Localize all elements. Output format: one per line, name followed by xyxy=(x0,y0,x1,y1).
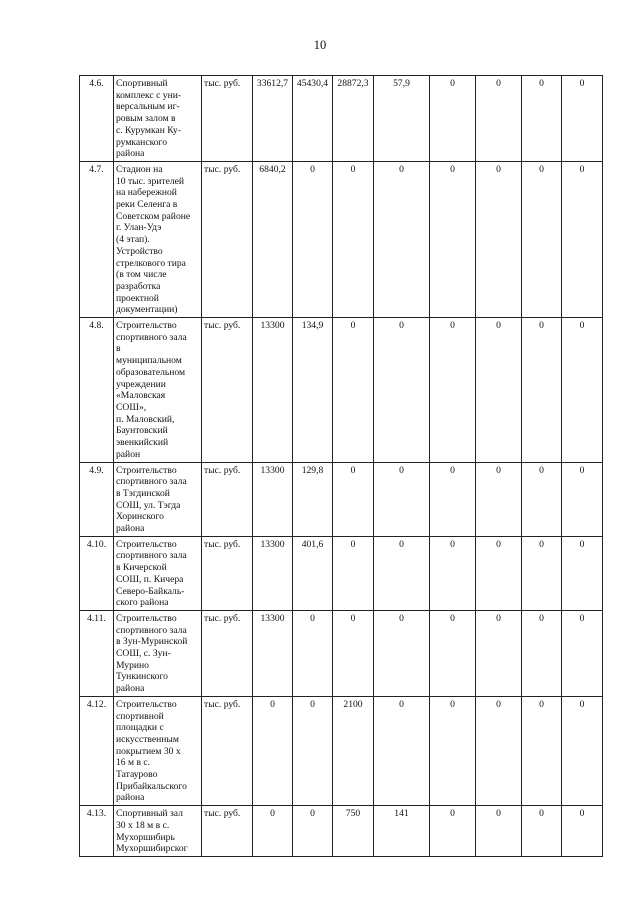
object-name-cell xyxy=(114,610,202,696)
value-cell: 0 xyxy=(374,161,430,317)
value-cell: 0 xyxy=(374,462,430,536)
value-cell: 0 xyxy=(293,610,333,696)
object-name-line: СОШ, ул. Тэгда xyxy=(116,499,181,511)
table-row xyxy=(80,696,603,805)
object-name-line: площадки с xyxy=(116,722,164,734)
value-cell: 0 xyxy=(476,76,522,162)
unit-cell: тыс. руб. xyxy=(202,76,253,162)
value-cell: 0 xyxy=(293,696,333,805)
value-cell: 2100 xyxy=(333,696,374,805)
object-name-line: района xyxy=(116,683,145,695)
object-name-line: района xyxy=(116,523,145,535)
value-cell: 0 xyxy=(430,76,476,162)
value-cell: 0 xyxy=(476,462,522,536)
object-name-line: разработка xyxy=(116,280,161,292)
object-name-line: 16 м в с. xyxy=(116,757,151,769)
unit-cell: тыс. руб. xyxy=(202,161,253,317)
object-name-line: спортивного зала xyxy=(116,331,187,343)
value-cell: 0 xyxy=(522,76,562,162)
page-number: 10 xyxy=(313,38,327,52)
value-cell: 0 xyxy=(476,610,522,696)
object-name-line: ровым залом в xyxy=(116,113,176,125)
value-cell: 0 xyxy=(293,161,333,317)
object-name-line: в Кичерской xyxy=(116,562,167,574)
table-body xyxy=(80,76,603,857)
row-number: 4.9. xyxy=(80,462,114,536)
object-name-line: Строительство xyxy=(116,538,177,550)
value-cell: 0 xyxy=(522,462,562,536)
value-cell: 0 xyxy=(562,161,603,317)
unit-cell: тыс. руб. xyxy=(202,462,253,536)
value-cell: 134,9 xyxy=(293,318,333,462)
object-name-line: документации) xyxy=(116,304,178,316)
value-cell: 0 xyxy=(374,610,430,696)
table-row xyxy=(80,462,603,536)
object-name-line: Строительство xyxy=(116,698,177,710)
object-name-line: Мухоршибирског xyxy=(116,843,188,855)
value-cell: 0 xyxy=(374,536,430,610)
object-name-line: Баунтовский xyxy=(116,425,168,437)
row-number: 4.12. xyxy=(80,696,114,805)
object-name-line: Стадион на xyxy=(116,163,163,175)
value-cell: 0 xyxy=(476,806,522,857)
object-name-line: в xyxy=(116,343,121,355)
object-name-line: с. Курумкан Ку- xyxy=(116,124,181,136)
value-cell: 0 xyxy=(476,318,522,462)
value-cell: 13300 xyxy=(253,318,293,462)
value-cell: 45430,4 xyxy=(293,76,333,162)
value-cell: 0 xyxy=(333,536,374,610)
object-name-line: СОШ, п. Кичера xyxy=(116,573,184,585)
value-cell: 0 xyxy=(562,696,603,805)
object-name-line: стрелкового тира xyxy=(116,257,186,269)
object-name-line: Прибайкальского xyxy=(116,780,187,792)
object-name-line: района xyxy=(116,148,145,160)
budget-table xyxy=(79,75,603,857)
value-cell: 0 xyxy=(562,806,603,857)
unit-cell: тыс. руб. xyxy=(202,696,253,805)
row-number: 4.8. xyxy=(80,318,114,462)
object-name-cell xyxy=(114,318,202,462)
object-name-line: комплекс с уни- xyxy=(116,89,182,101)
row-number: 4.11. xyxy=(80,610,114,696)
value-cell: 0 xyxy=(430,318,476,462)
unit-cell: тыс. руб. xyxy=(202,610,253,696)
object-name-cell xyxy=(114,696,202,805)
object-name-cell xyxy=(114,806,202,857)
value-cell: 28872,3 xyxy=(333,76,374,162)
value-cell: 0 xyxy=(374,318,430,462)
object-name-line: Устройство xyxy=(116,245,163,257)
unit-cell: тыс. руб. xyxy=(202,318,253,462)
object-name-line: Советском районе xyxy=(116,210,191,222)
object-name-cell xyxy=(114,76,202,162)
value-cell: 0 xyxy=(522,536,562,610)
object-name-line: эвенкийский xyxy=(116,437,169,449)
value-cell: 0 xyxy=(522,806,562,857)
object-name-line: Спортивный зал xyxy=(116,808,183,820)
table-row xyxy=(80,161,603,317)
value-cell: 0 xyxy=(562,462,603,536)
object-name-line: спортивного зала xyxy=(116,550,187,562)
object-name-line: версальным иг- xyxy=(116,101,180,113)
object-name-line: ского района xyxy=(116,597,169,609)
value-cell: 0 xyxy=(253,806,293,857)
value-cell: 13300 xyxy=(253,462,293,536)
object-name-line: г. Улан-Удэ xyxy=(116,222,162,234)
object-name-line: спортивной xyxy=(116,710,164,722)
object-name-line: реки Селенга в xyxy=(116,199,178,211)
object-name-line: Строительство xyxy=(116,612,177,624)
value-cell: 0 xyxy=(522,696,562,805)
value-cell: 0 xyxy=(522,161,562,317)
value-cell: 0 xyxy=(430,536,476,610)
value-cell: 33612,7 xyxy=(253,76,293,162)
object-name-line: образовательном xyxy=(116,366,186,378)
value-cell: 13300 xyxy=(253,610,293,696)
object-name-line: 30 х 18 м в с. xyxy=(116,819,170,831)
object-name-line: Татаурово xyxy=(116,769,158,781)
object-name-line: СОШ, с. Зун- xyxy=(116,648,171,660)
table-row xyxy=(80,610,603,696)
value-cell: 0 xyxy=(333,462,374,536)
value-cell: 0 xyxy=(333,318,374,462)
value-cell: 6840,2 xyxy=(253,161,293,317)
object-name-line: «Маловская xyxy=(116,390,166,402)
value-cell: 0 xyxy=(562,610,603,696)
object-name-line: в Зун-Муринской xyxy=(116,636,188,648)
object-name-line: района xyxy=(116,792,145,804)
value-cell: 401,6 xyxy=(293,536,333,610)
value-cell: 0 xyxy=(476,161,522,317)
object-name-line: спортивного зала xyxy=(116,624,187,636)
value-cell: 0 xyxy=(430,462,476,536)
object-name-line: в Тэгдинской xyxy=(116,487,170,499)
row-number: 4.13. xyxy=(80,806,114,857)
unit-cell: тыс. руб. xyxy=(202,536,253,610)
value-cell: 0 xyxy=(253,696,293,805)
object-name-line: учреждении xyxy=(116,378,166,390)
object-name-line: Строительство xyxy=(116,464,177,476)
value-cell: 0 xyxy=(476,696,522,805)
object-name-line: (4 этап). xyxy=(116,234,150,246)
value-cell: 0 xyxy=(522,610,562,696)
value-cell: 13300 xyxy=(253,536,293,610)
table-row xyxy=(80,536,603,610)
row-number: 4.7. xyxy=(80,161,114,317)
object-name-line: (в том числе xyxy=(116,269,167,281)
value-cell: 0 xyxy=(522,318,562,462)
value-cell: 141 xyxy=(374,806,430,857)
value-cell: 0 xyxy=(333,610,374,696)
value-cell: 0 xyxy=(562,76,603,162)
table-row xyxy=(80,806,603,857)
object-name-line: спортивного зала xyxy=(116,476,187,488)
object-name-line: район xyxy=(116,448,141,460)
object-name-line: Мурино xyxy=(116,659,149,671)
value-cell: 750 xyxy=(333,806,374,857)
object-name-line: муниципальном xyxy=(116,355,182,367)
value-cell: 0 xyxy=(374,696,430,805)
object-name-cell xyxy=(114,462,202,536)
value-cell: 0 xyxy=(430,696,476,805)
object-name-line: на набережной xyxy=(116,187,177,199)
table-row xyxy=(80,76,603,162)
value-cell: 0 xyxy=(430,610,476,696)
object-name-line: СОШ», xyxy=(116,401,147,413)
object-name-cell xyxy=(114,536,202,610)
value-cell: 57,9 xyxy=(374,76,430,162)
object-name-cell xyxy=(114,161,202,317)
value-cell: 0 xyxy=(562,536,603,610)
value-cell: 0 xyxy=(562,318,603,462)
object-name-line: искусственным xyxy=(116,733,179,745)
object-name-line: Мухоршибирь xyxy=(116,831,175,843)
object-name-line: Хоринского xyxy=(116,511,164,523)
table-row xyxy=(80,318,603,462)
value-cell: 0 xyxy=(430,161,476,317)
object-name-line: покрытием 30 х xyxy=(116,745,181,757)
object-name-line: п. Маловский, xyxy=(116,413,175,425)
row-number: 4.10. xyxy=(80,536,114,610)
row-number: 4.6. xyxy=(80,76,114,162)
value-cell: 0 xyxy=(476,536,522,610)
object-name-line: Северо-Байкаль- xyxy=(116,585,185,597)
value-cell: 0 xyxy=(333,161,374,317)
object-name-line: проектной xyxy=(116,292,159,304)
value-cell: 0 xyxy=(430,806,476,857)
object-name-line: румканского xyxy=(116,136,168,148)
object-name-line: Тункинского xyxy=(116,671,168,683)
unit-cell: тыс. руб. xyxy=(202,806,253,857)
value-cell: 0 xyxy=(293,806,333,857)
object-name-line: Спортивный xyxy=(116,78,168,89)
value-cell: 129,8 xyxy=(293,462,333,536)
object-name-line: 10 тыс. зрителей xyxy=(116,175,185,187)
object-name-line: Строительство xyxy=(116,320,177,332)
